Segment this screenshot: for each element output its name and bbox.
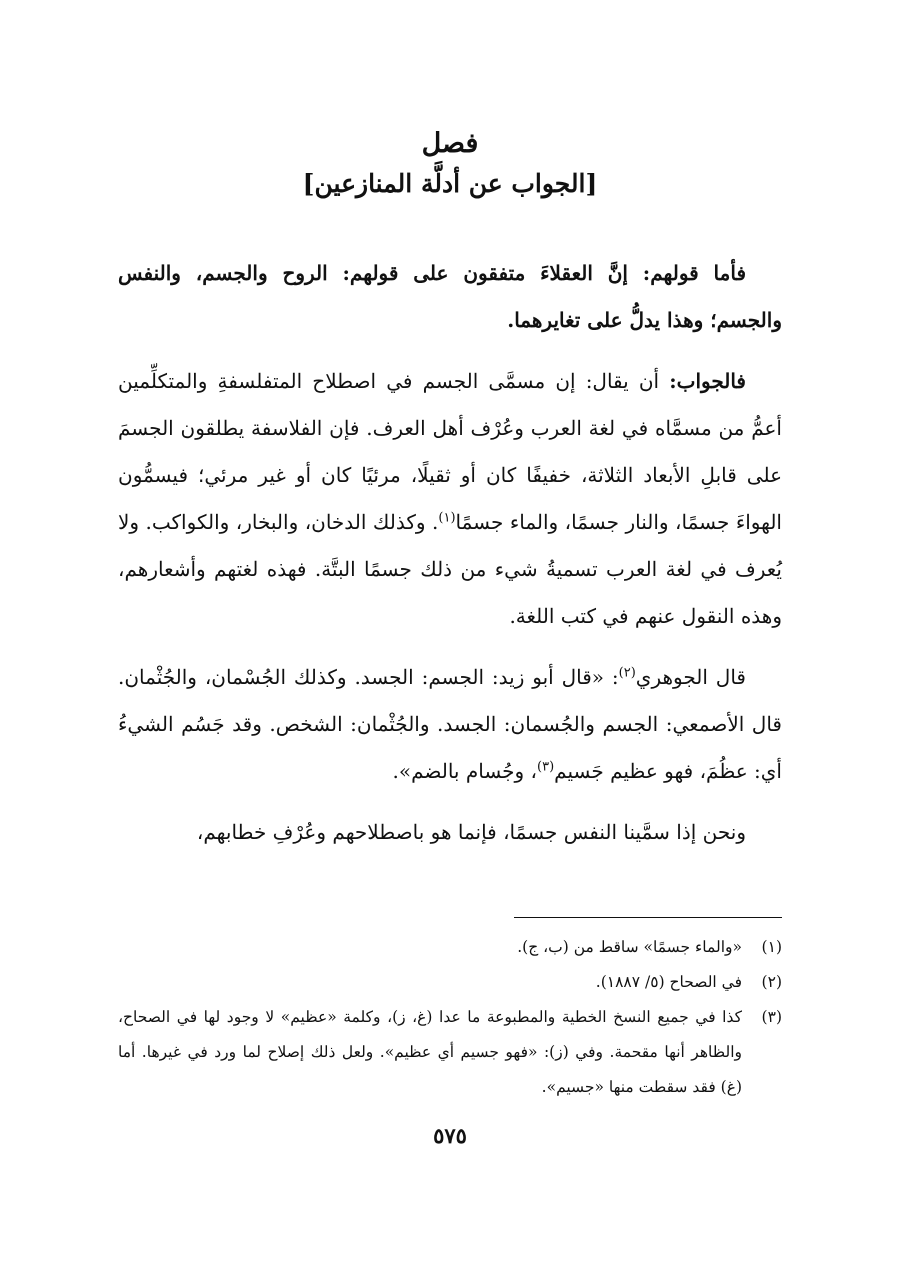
answer-text-1: أن يقال: إن مسمَّى الجسم في اصطلاح المتفلسفةِ والمتكلِّمين أعمُّ من مسمَّاه في لغة العرب وعُرْف أهل العرف. فإن الفلاسفة يطلقون الجسمَ على قابلِ الأبعاد الثلاثة، خفيفًا كان أو ثقيلًا، مرئيًا كان أو غير مرئي؛ فيسمُّون الهواءَ جسمًا، والنار جسمًا، والماء جسمًا [118, 369, 782, 534]
footnote-ref-2: (٢) [618, 665, 636, 681]
jawhari-text-3: ، وجُسام بالضم». [392, 759, 538, 783]
footnote-number: (٣) [761, 1008, 782, 1026]
footnote-divider [514, 917, 782, 918]
section-title: فصل [421, 128, 479, 159]
paragraph-jawhari [118, 654, 782, 795]
footnote-ref-1: (١) [438, 510, 456, 526]
section-subtitle: [الجواب عن أدلَّة المنازعين] [302, 169, 598, 198]
footnote-3 [118, 1000, 782, 1105]
footnote-1 [118, 930, 782, 965]
answer-lead: فالجواب: [669, 369, 746, 393]
page-number: ٥٧٥ [433, 1123, 467, 1148]
footnote-number: (١) [761, 938, 782, 956]
book-page [118, 0, 782, 1271]
footnote-text: كذا في جميع النسخ الخطية والمطبوعة ما عدا (غ، ز)، وكلمة «عظيم» لا وجود لها في الصحاح، والظاهر أنها مقحمة. وفي (ز): «فهو جسيم أي عظيم». ولعل ذلك إصلاح لما ورد في غيرها. أما (غ) فقد سقطت منها «جسيم». [118, 1008, 742, 1096]
section-heading [118, 124, 782, 204]
footnotes [118, 930, 782, 1105]
footnote-2 [118, 965, 782, 1000]
paragraph-answer [118, 358, 782, 640]
paragraph-continuation: ونحن إذا سمَّينا النفس جسمًا، فإنما هو باصطلاحهم وعُرْفِ خطابهم، [196, 820, 746, 844]
paragraph-objection: فأما قولهم: إنَّ العقلاءَ متفقون على قولهم: الروح والجسم، والنفس والجسم؛ وهذا يدلُّ على تغايرهما. [118, 261, 782, 332]
jawhari-text-2: : «قال أبو زيد: الجسم: الجسد. وكذلك الجُسْمان، والجُثْمان. قال الأصمعي: الجسم والجُسمان: الجسد. والجُثْمان: الشخص. وقد جَسُم الشيءُ أي: عظُمَ، فهو عظيم جَسيم [118, 665, 782, 783]
answer-text-2: . وكذلك الدخان، والبخار، والكواكب. ولا يُعرف في لغة العرب تسميةُ شيء من ذلك جسمًا البتَّة. فهذه لغتهم وأشعارهم، وهذه النقول عنهم في كتب اللغة. [118, 510, 782, 628]
main-text [118, 250, 782, 870]
footnote-text: «والماء جسمًا» ساقط من (ب، ج). [517, 938, 742, 956]
jawhari-text-1: قال الجوهري [635, 665, 746, 689]
footnote-ref-3: (٣) [537, 759, 555, 775]
footnote-text: في الصحاح (٥/ ١٨٨٧). [595, 973, 742, 991]
footnote-number: (٢) [761, 973, 782, 991]
